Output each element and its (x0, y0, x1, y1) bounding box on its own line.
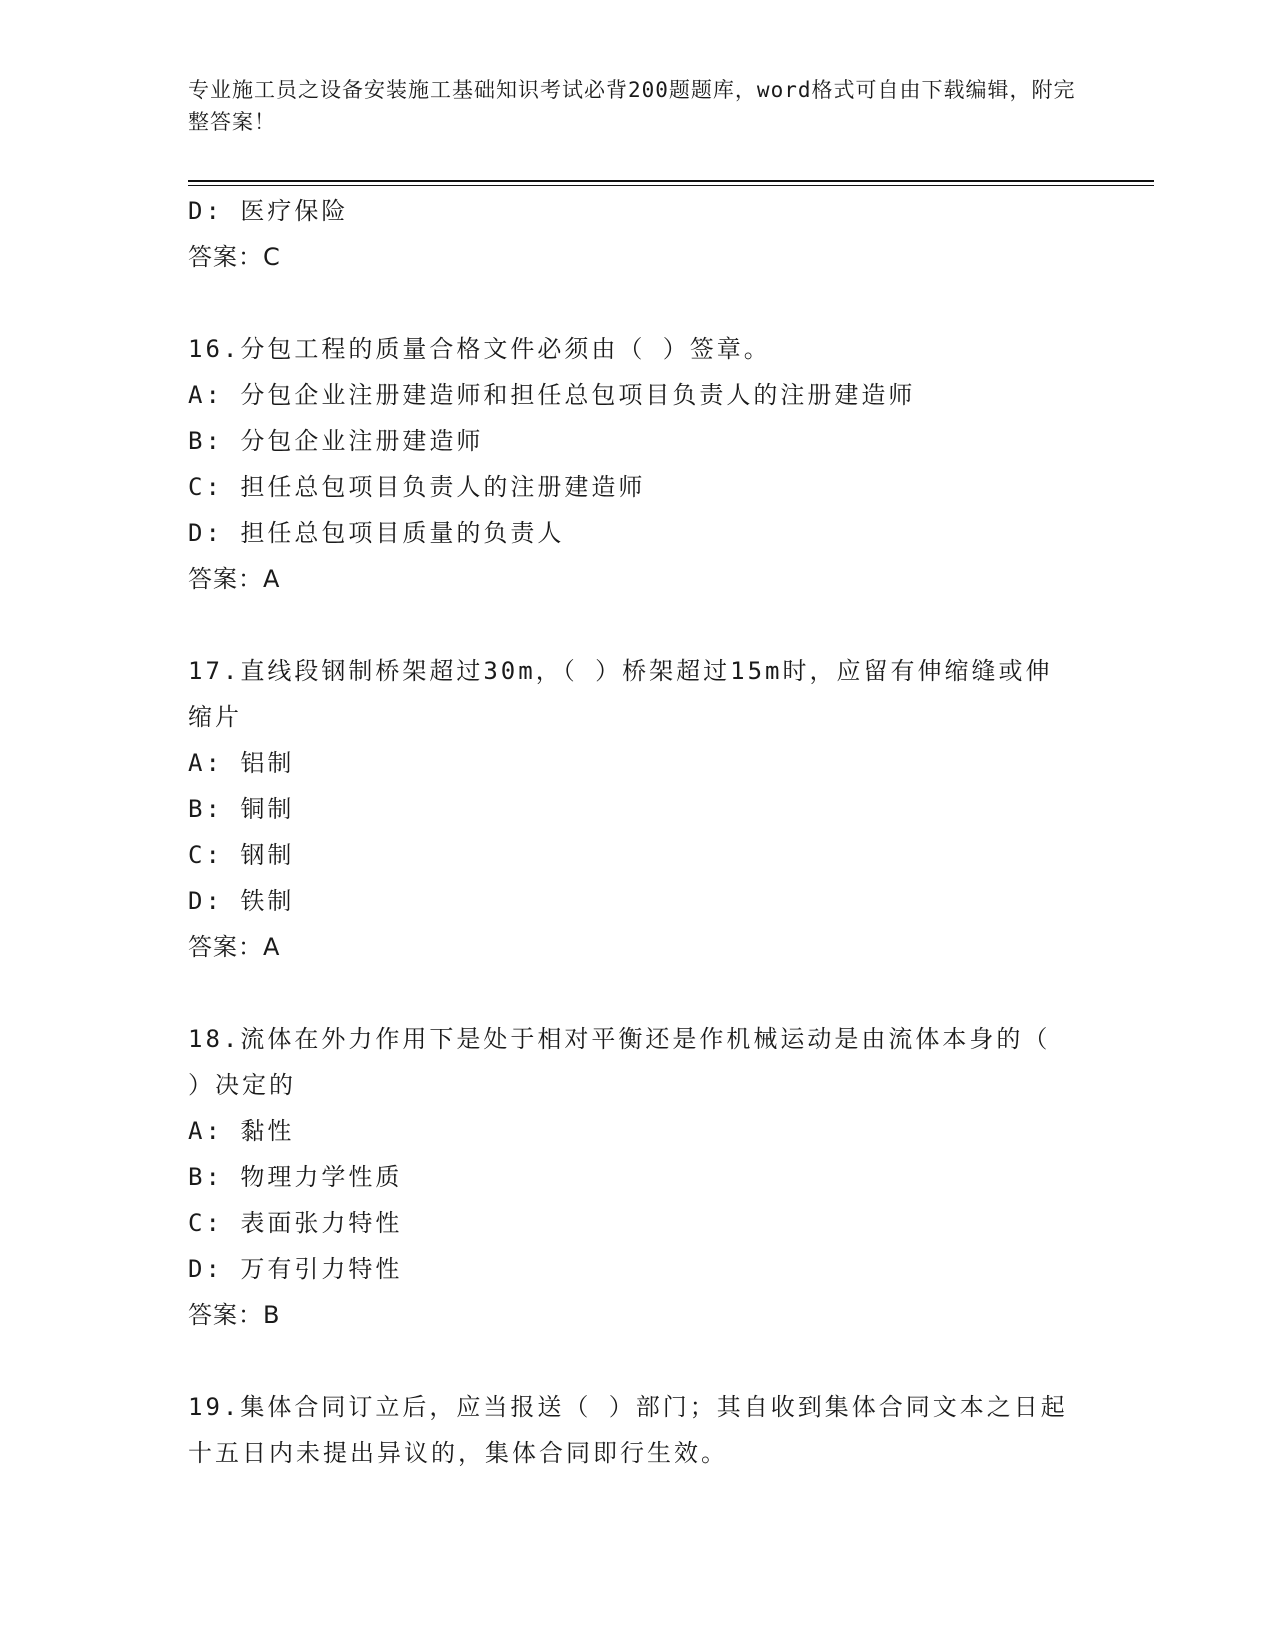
option-a: A: 分包企业注册建造师和担任总包项目负责人的注册建造师 (188, 381, 916, 409)
option-c: C: 钢制 (188, 841, 295, 869)
question-list (188, 188, 1088, 1476)
option-b: B: 物理力学性质 (188, 1163, 403, 1191)
question-block-15-tail (188, 188, 1088, 280)
header-divider-thick (188, 180, 1154, 182)
question-block-18 (188, 1016, 1088, 1338)
option-a: A: 铝制 (188, 749, 295, 777)
option-d: D: 医疗保险 (188, 197, 349, 225)
question-block-17 (188, 648, 1088, 970)
answer-line: 答案：C (188, 243, 281, 271)
option-b: B: 铜制 (188, 795, 295, 823)
question-text: 16.分包工程的质量合格文件必须由（ ）签章。 (188, 335, 771, 363)
question-text: 19.集体合同订立后，应当报送（ ）部门；其自收到集体合同文本之日起十五日内未提出异议的，集体合同即行生效。 (188, 1393, 1068, 1467)
option-c: C: 担任总包项目负责人的注册建造师 (188, 473, 646, 501)
header-divider-thin (188, 185, 1154, 186)
question-block-16 (188, 326, 1088, 602)
question-block-19 (188, 1384, 1088, 1476)
question-text: 17.直线段钢制桥架超过30m，（ ）桥架超过15m时，应留有伸缩缝或伸缩片 (188, 657, 1053, 731)
answer-line: 答案：A (188, 565, 281, 593)
option-c: C: 表面张力特性 (188, 1209, 403, 1237)
option-d: D: 铁制 (188, 887, 295, 915)
document-header: 专业施工员之设备安装施工基础知识考试必背200题题库，word格式可自由下载编辑，附完整答案！ (188, 78, 1076, 134)
option-a: A: 黏性 (188, 1117, 295, 1145)
option-d: D: 万有引力特性 (188, 1255, 403, 1283)
question-text: 18.流体在外力作用下是处于相对平衡还是作机械运动是由流体本身的（ ）决定的 (188, 1025, 1051, 1099)
answer-line: 答案：B (188, 1301, 281, 1329)
option-d: D: 担任总包项目质量的负责人 (188, 519, 565, 547)
answer-line: 答案：A (188, 933, 281, 961)
option-b: B: 分包企业注册建造师 (188, 427, 484, 455)
